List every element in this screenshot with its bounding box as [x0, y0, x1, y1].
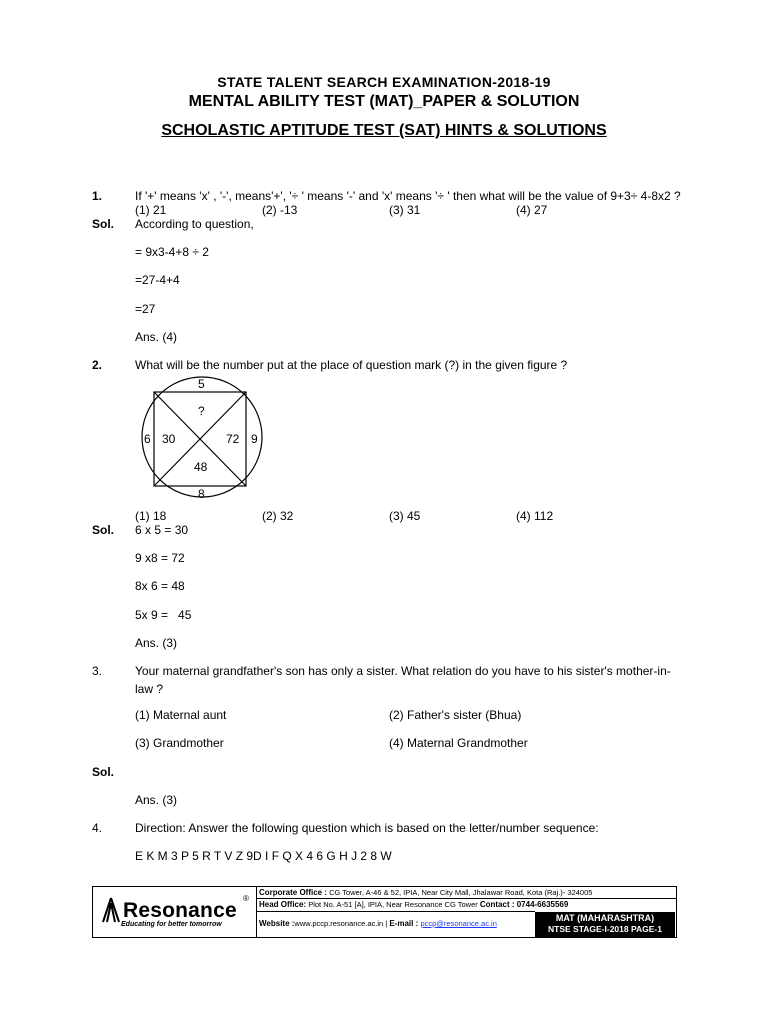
q1-sol-line: =27: [135, 302, 156, 316]
figure-label-left-outer: 6: [144, 432, 151, 446]
q2-sol-label: Sol.: [92, 523, 115, 537]
figure-label-top: 5: [198, 377, 205, 391]
q4-sequence: E K M 3 P 5 R T V Z 9D I F Q X 4 6 G H J 2 8 W: [135, 849, 392, 863]
q4-number: 4.: [92, 821, 103, 835]
figure-label-right-inner: 72: [226, 432, 240, 446]
q1-sol-line: =27-4+4: [135, 273, 180, 287]
q1-answer: Ans. (4): [135, 330, 178, 344]
q2-option-4: (4) 112: [516, 509, 554, 523]
footer-divider: [256, 898, 676, 899]
head-office-address: Plot No. A-51 [A], IPIA, Near Resonance CG Tower: [306, 900, 480, 909]
website-url[interactable]: www.pccp.resonance.ac.in |: [294, 919, 390, 928]
resonance-logo-icon: [101, 897, 121, 923]
exam-title: STATE TALENT SEARCH EXAMINATION-2018-19: [217, 74, 551, 90]
page-badge: [535, 912, 675, 937]
q3-option-2: (2) Father's sister (Bhua): [389, 708, 522, 722]
badge-page: NTSE STAGE-I-2018 PAGE-1: [548, 924, 662, 934]
q3-option-3: (3) Grandmother: [135, 736, 224, 750]
corporate-office-address: CG Tower, A-46 & 52, IPIA, Near City Mall, Jhalawar Road, Kota (Raj.)- 324005: [327, 888, 593, 897]
figure-label-left-inner: 30: [162, 432, 176, 446]
q1-option-1: (1) 21: [135, 203, 167, 217]
q3-number: 3.: [92, 664, 103, 678]
email-link[interactable]: pccp@resonance.ac.in: [420, 919, 497, 928]
contact-number: Contact : 0744-6635569: [479, 900, 569, 909]
logo-registered: ®: [243, 894, 249, 903]
q1-number: 1.: [92, 189, 103, 203]
q2-option-1: (1) 18: [135, 509, 167, 523]
q3-sol-label: Sol.: [92, 765, 115, 779]
q1-option-2: (2) -13: [262, 203, 298, 217]
resonance-logo: [93, 887, 257, 937]
corporate-office: [259, 888, 592, 897]
head-office: [259, 900, 568, 909]
corporate-office-label: Corporate Office :: [259, 888, 328, 897]
q1-text: If '+' means 'x' , '-', means'+', '÷ ' means '-' and 'x' means '÷ ' then what will be the value of 9+3÷ 4-8x2 ?: [135, 189, 681, 203]
q2-option-3: (3) 45: [389, 509, 421, 523]
q1-sol-line: According to question,: [135, 217, 254, 231]
web-contact: [259, 919, 497, 928]
q1-option-3: (3) 31: [389, 203, 421, 217]
q3-option-1: (1) Maternal aunt: [135, 708, 227, 722]
q1-sol-label: Sol.: [92, 217, 115, 231]
figure-label-right-outer: 9: [251, 432, 258, 446]
q3-text: Your maternal grandfather's son has only a sister. What relation do you have to his sister's mother-in-law ?: [135, 664, 671, 696]
logo-text: Resonance: [123, 899, 237, 922]
badge-subject: MAT (MAHARASHTRA): [555, 913, 655, 923]
q2-sol-line: 9 x8 = 72: [135, 551, 185, 565]
footer-divider: [256, 911, 535, 912]
q3-answer: Ans. (3): [135, 793, 178, 807]
q2-option-2: (2) 32: [262, 509, 294, 523]
figure-label-bottom-outer: 8: [198, 487, 205, 501]
q2-number: 2.: [92, 358, 103, 372]
q2-sol-line: 8x 6 = 48: [135, 579, 185, 593]
q2-sol-line: 6 x 5 = 30: [135, 523, 189, 537]
section-title-text: SCHOLASTIC APTITUDE TEST (SAT) HINTS & SOLUTIONS: [161, 122, 607, 139]
q2-answer: Ans. (3): [135, 636, 178, 650]
q2-text: What will be the number put at the place of question mark (?) in the given figure ?: [135, 358, 568, 372]
q1-sol-line: = 9x3-4+8 ÷ 2: [135, 245, 209, 259]
figure-label-bottom-inner: 48: [194, 460, 208, 474]
q3-option-4: (4) Maternal Grandmother: [389, 736, 528, 750]
paper-title: MENTAL ABILITY TEST (MAT)_PAPER & SOLUTION: [188, 93, 580, 110]
q1-option-4: (4) 27: [516, 203, 548, 217]
logo-tagline: Educating for better tomorrow: [121, 921, 222, 928]
q2-sol-line: 5x 9 = 45: [135, 608, 192, 622]
page-footer: [92, 886, 677, 938]
head-office-label: Head Office:: [259, 900, 307, 909]
figure-label-question: ?: [198, 404, 205, 418]
section-title: [0, 122, 768, 140]
email-label: E-mail :: [389, 919, 421, 928]
website-label: Website :: [259, 919, 295, 928]
q4-text: Direction: Answer the following question which is based on the letter/number sequence:: [135, 821, 599, 835]
